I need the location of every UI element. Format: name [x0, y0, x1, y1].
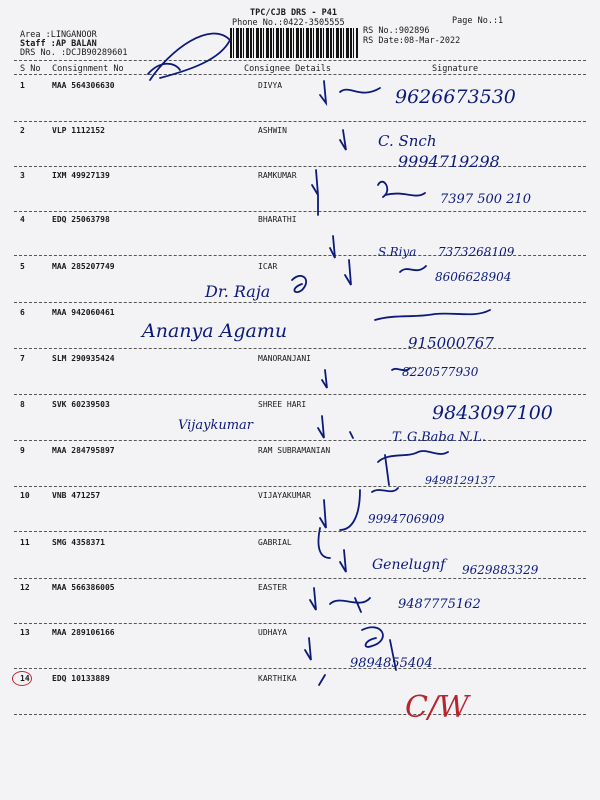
- consignee-name: KARTHIKA: [258, 674, 297, 683]
- handwritten-phone: 9994706909: [368, 512, 445, 526]
- handwritten-phone: 9487775162: [398, 597, 481, 612]
- rs-number: RS No.:902896: [363, 26, 430, 36]
- consignment-number: SVK 60239503: [52, 400, 110, 409]
- handwritten-phone: 7373268109: [438, 245, 515, 259]
- row-number: 11: [20, 538, 30, 547]
- handwritten-phone: 915000767: [408, 334, 494, 352]
- row-number: 5: [20, 262, 25, 271]
- consignment-number: SLM 290935424: [52, 354, 115, 363]
- handwritten-phone: 9994719298: [398, 152, 500, 171]
- staff-label: Staff :AP BALAN: [20, 39, 97, 49]
- handwritten-phone: 8606628904: [435, 270, 512, 284]
- handwritten-name: Ananya Agamu: [142, 320, 288, 342]
- drs-number: DRS No. :DCJB90289601: [20, 48, 128, 58]
- row-number: 7: [20, 354, 25, 363]
- consignee-name: UDHAYA: [258, 628, 287, 637]
- consignment-number: SMG 4358371: [52, 538, 105, 547]
- consignment-number: VNB 471257: [52, 491, 101, 500]
- document-title: TPC/CJB DRS - P41: [250, 8, 337, 18]
- col-consignment: Consignment No: [52, 64, 124, 74]
- row-number: 10: [20, 491, 30, 500]
- handwritten-signature: T. G.Baba N.L.: [392, 430, 487, 445]
- consignee-name: DIVYA: [258, 81, 283, 90]
- row-number: 6: [20, 308, 25, 317]
- handwritten-phone: 9894855404: [350, 656, 433, 671]
- consignment-number: IXM 49927139: [52, 171, 110, 180]
- consignment-number: MAA 942060461: [52, 308, 115, 317]
- row-number: 9: [20, 446, 25, 455]
- row-number: 1: [20, 81, 25, 90]
- row-number: 13: [20, 628, 30, 637]
- row-number: 3: [20, 171, 25, 180]
- consignee-name: GABRIAL: [258, 538, 292, 547]
- row-number: 12: [20, 583, 30, 592]
- consignment-number: MAA 289106166: [52, 628, 115, 637]
- col-consignee: Consignee Details: [244, 64, 331, 74]
- handwritten-phone: 9498129137: [425, 474, 495, 487]
- handwritten-name: Dr. Raja: [205, 282, 271, 301]
- handwritten-signature: Genelugnf: [372, 557, 446, 573]
- page-number: Page No.:1: [452, 16, 504, 26]
- handwritten-phone: 9626673530: [395, 86, 516, 108]
- consignee-name: RAM SUBRAMANIAN: [258, 446, 331, 455]
- rs-date: RS Date:08-Mar-2022: [363, 36, 461, 46]
- phone-number: Phone No.:0422-3505555: [232, 18, 345, 28]
- consignment-number: EDQ 25063798: [52, 215, 110, 224]
- consignee-name: ICAR: [258, 262, 278, 271]
- consignment-number: MAA 564306630: [52, 81, 115, 90]
- col-signature: Signature: [432, 64, 479, 74]
- row-number: 2: [20, 126, 25, 135]
- handwritten-note: C/W: [405, 690, 469, 725]
- consignment-number: MAA 566386005: [52, 583, 115, 592]
- consignee-name: SHREE HARI: [258, 400, 307, 409]
- handwritten-phone: 9629883329: [462, 563, 539, 577]
- consignee-name: BHARATHI: [258, 215, 297, 224]
- col-sno: S No: [20, 64, 41, 74]
- row-number: 4: [20, 215, 25, 224]
- consignee-name: MANORANJANI: [258, 354, 311, 363]
- consignment-number: VLP 1112152: [52, 126, 105, 135]
- area-label: Area :LINGANOOR: [20, 30, 97, 40]
- consignee-name: VIJAYAKUMAR: [258, 491, 311, 500]
- consignee-name: ASHWIN: [258, 126, 287, 135]
- consignment-number: MAA 284795897: [52, 446, 115, 455]
- handwritten-signature: S.Riya: [378, 245, 417, 259]
- consignee-name: RAMKUMAR: [258, 171, 297, 180]
- consignment-number: EDQ 10133889: [52, 674, 110, 683]
- handwritten-phone: 7397 500 210: [440, 192, 531, 207]
- consignee-name: EASTER: [258, 583, 287, 592]
- handwritten-signature: C. Snch: [378, 132, 437, 150]
- consignment-number: MAA 285207749: [52, 262, 115, 271]
- row-number: 8: [20, 400, 25, 409]
- handwritten-phone: 8220577930: [402, 365, 479, 379]
- handwritten-name: Vijaykumar: [178, 418, 253, 433]
- handwritten-phone: 9843097100: [432, 402, 553, 424]
- row-number: 14: [20, 674, 30, 683]
